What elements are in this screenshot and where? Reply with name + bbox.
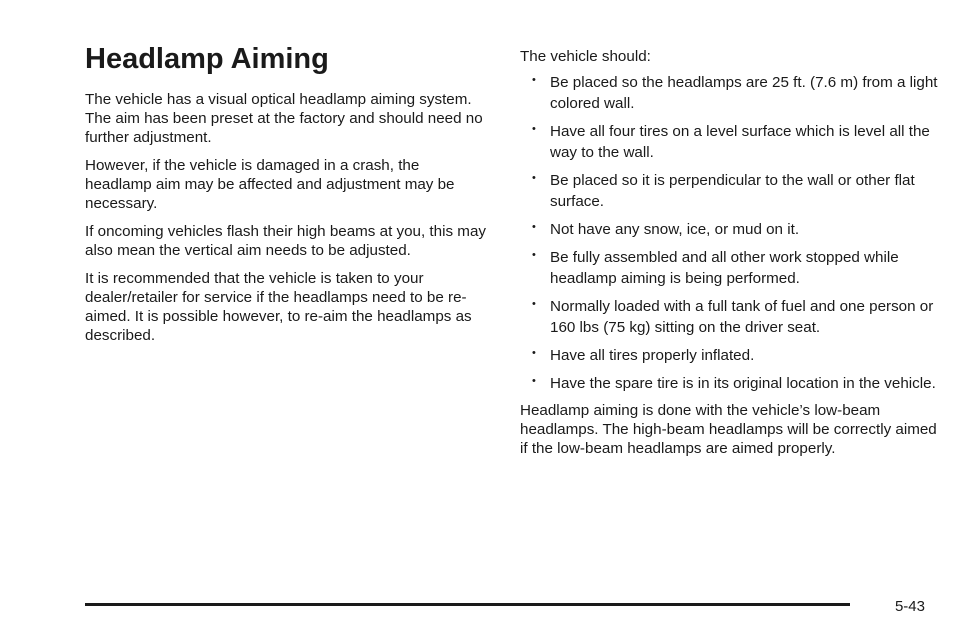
list-item <box>520 72 940 114</box>
list-item-text: Be placed so the headlamps are 25 ft. (7.6 m) from a light colored wall. <box>550 74 938 112</box>
bullet-icon: • <box>532 347 536 359</box>
list-item <box>520 373 940 394</box>
page-title: Headlamp Aiming <box>85 43 329 75</box>
left-column <box>85 40 490 354</box>
list-item-text: Have all four tires on a level surface which is level all the way to the wall. <box>550 123 930 161</box>
body-paragraph: It is recommended that the vehicle is taken to your dealer/retailer for service if the headlamps need to be re-aimed. It is possible however, to re-aim the headlamps as described. <box>85 270 472 344</box>
body-paragraph: However, if the vehicle is damaged in a crash, the headlamp aim may be affected and adjustment may be necessary. <box>85 157 455 212</box>
list-item <box>520 170 940 212</box>
list-item-text: Be placed so it is perpendicular to the wall or other flat surface. <box>550 172 915 210</box>
bullet-icon: • <box>532 221 536 233</box>
list-item-text: Have all tires properly inflated. <box>550 347 755 364</box>
list-item <box>520 345 940 366</box>
requirements-list <box>520 72 940 394</box>
list-item <box>520 247 940 289</box>
bullet-icon: • <box>532 249 536 261</box>
bullet-icon: • <box>532 375 536 387</box>
requirements-intro: The vehicle should: <box>520 48 651 65</box>
list-item <box>520 219 940 240</box>
list-item-text: Be fully assembled and all other work stopped while headlamp aiming is being performed. <box>550 249 899 287</box>
bullet-icon: • <box>532 123 536 135</box>
bullet-icon: • <box>532 298 536 310</box>
page-number: 5-43 <box>894 598 925 615</box>
list-item <box>520 121 940 163</box>
body-paragraph: The vehicle has a visual optical headlamp aiming system. The aim has been preset at the factory and should need no further adjustment. <box>85 91 483 146</box>
right-column <box>520 47 940 467</box>
list-item-text: Have the spare tire is in its original location in the vehicle. <box>550 375 936 392</box>
list-item-text: Not have any snow, ice, or mud on it. <box>550 221 800 238</box>
bullet-icon: • <box>532 74 536 86</box>
body-paragraph: If oncoming vehicles flash their high beams at you, this may also mean the vertical aim needs to be adjusted. <box>85 223 486 259</box>
closing-paragraph: Headlamp aiming is done with the vehicle’s low-beam headlamps. The high-beam headlamps will be correctly aimed if the low-beam headlamps are aimed properly. <box>520 402 937 457</box>
footer-divider <box>85 603 850 606</box>
bullet-icon: • <box>532 172 536 184</box>
list-item-text: Normally loaded with a full tank of fuel and one person or 160 lbs (75 kg) sitting on the driver seat. <box>550 298 934 336</box>
list-item <box>520 296 940 338</box>
